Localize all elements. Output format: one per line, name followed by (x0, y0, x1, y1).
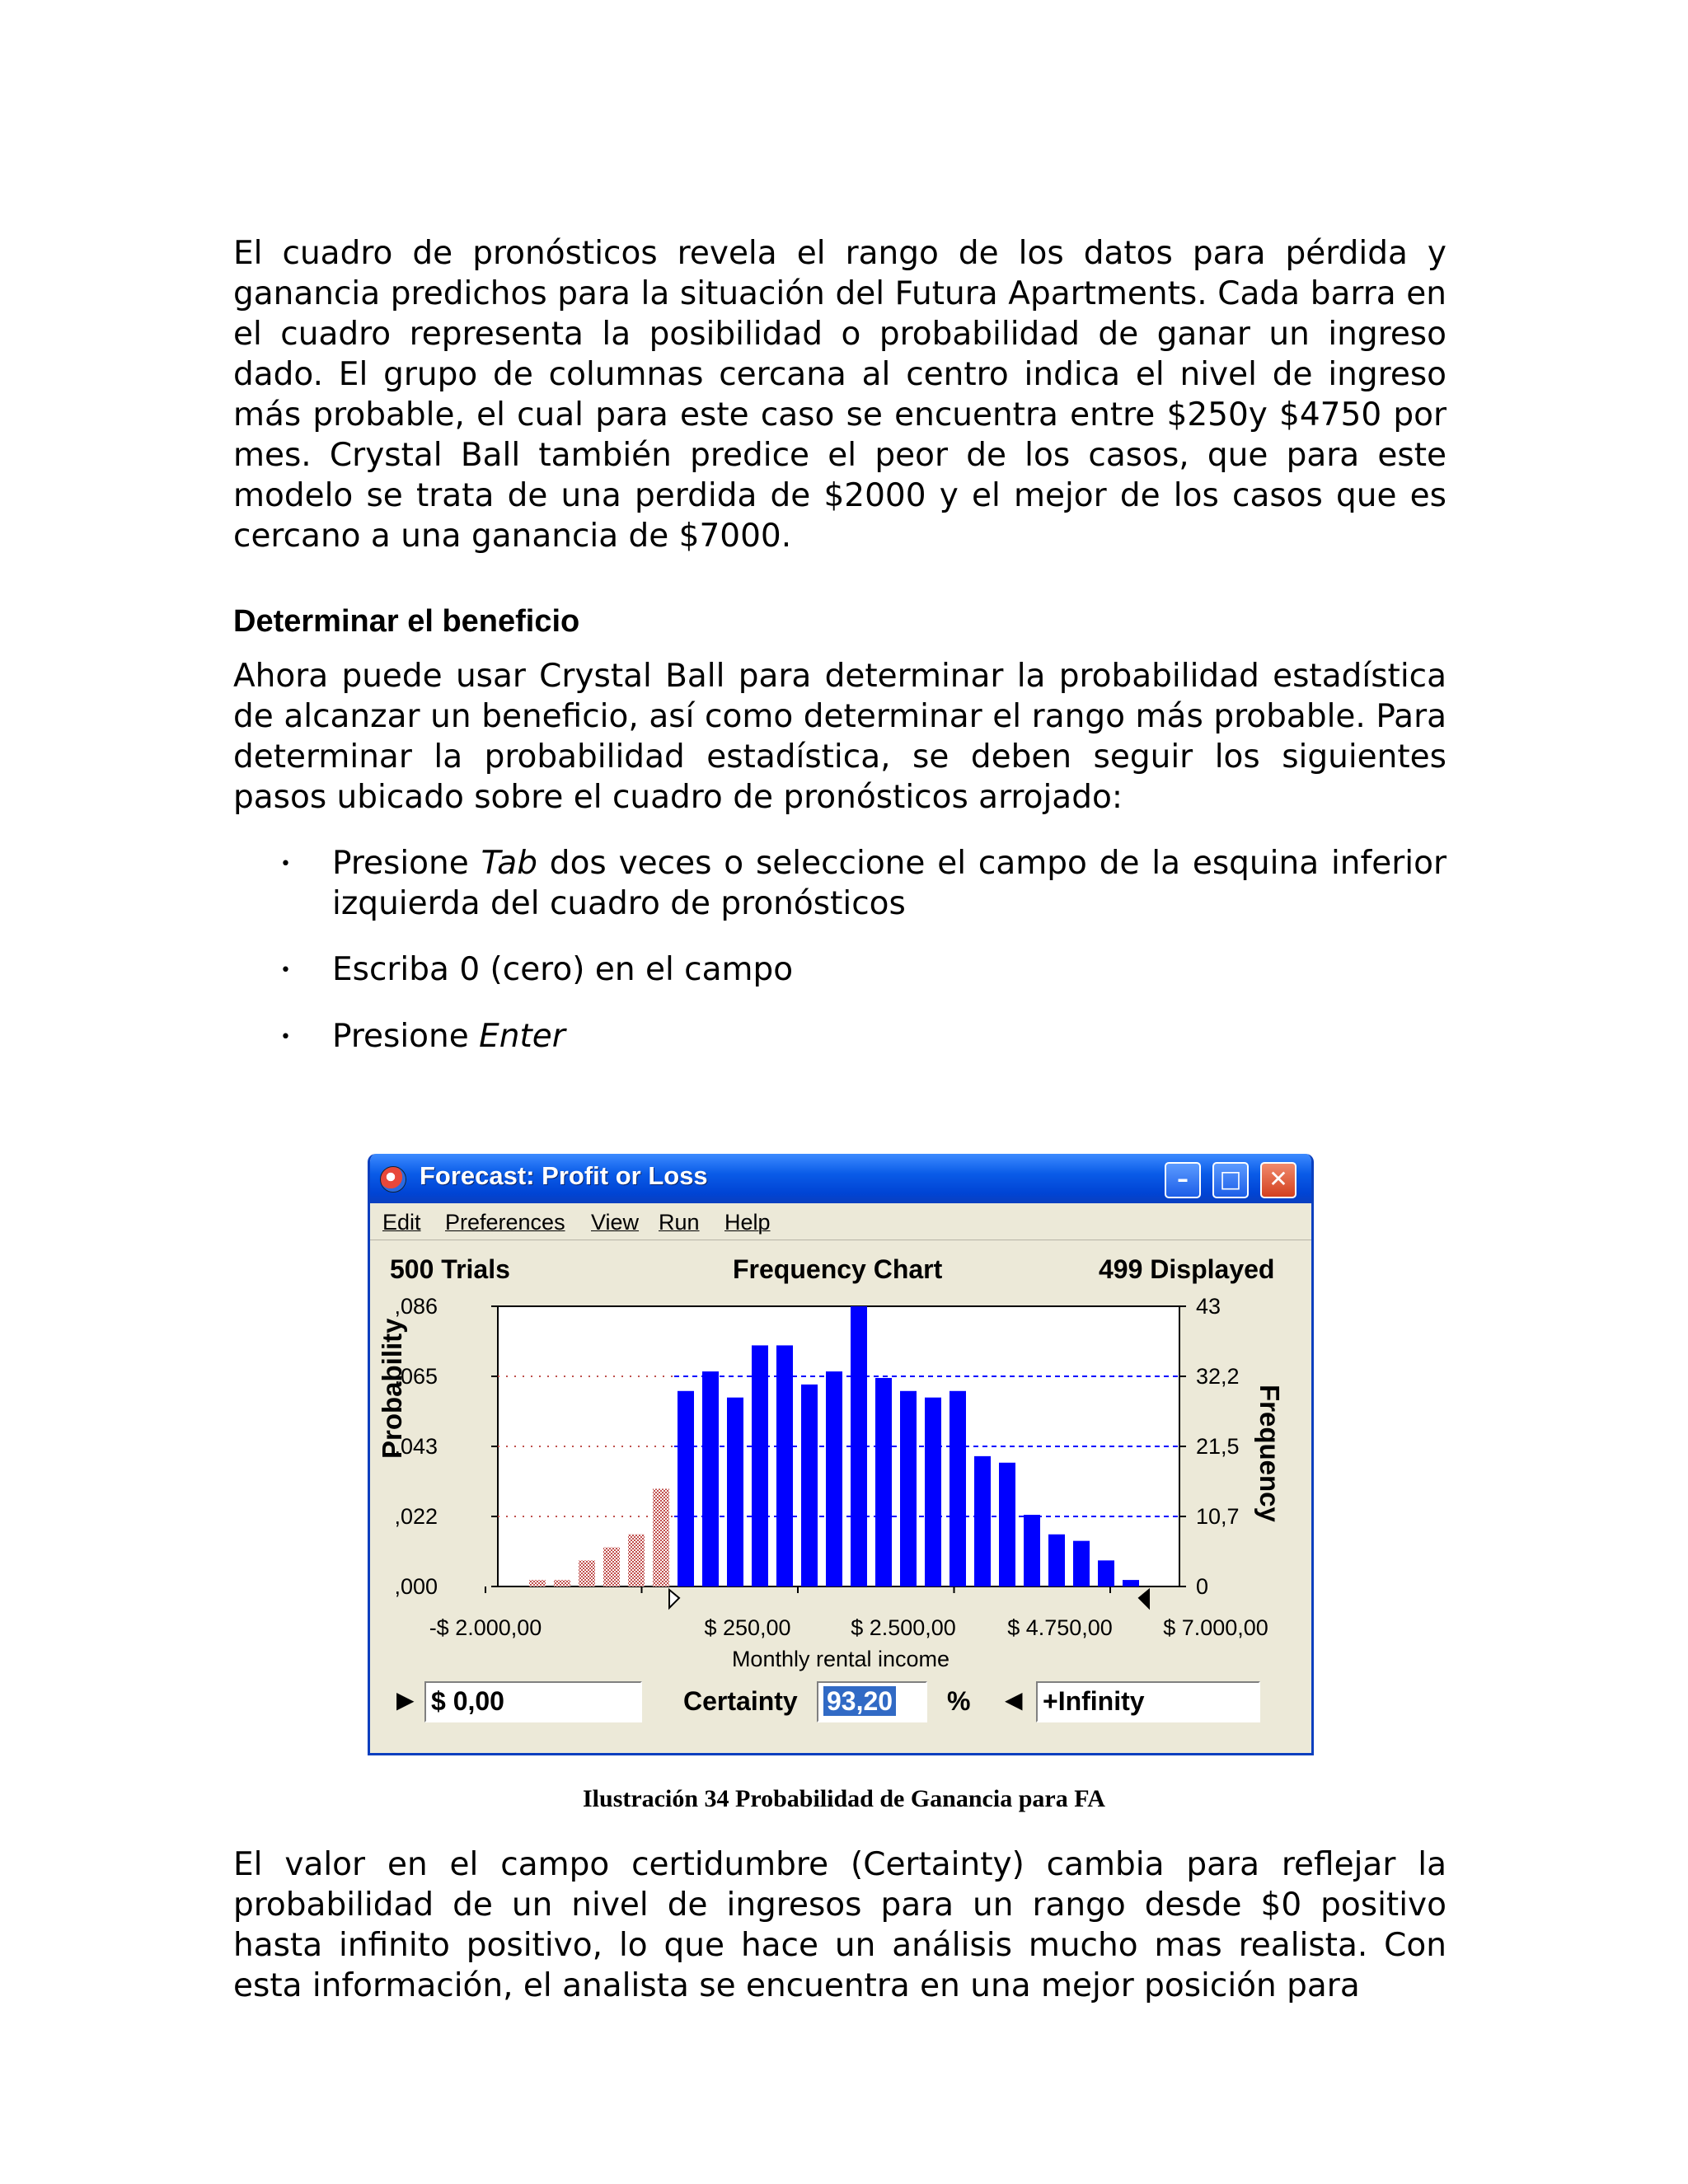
bar-excluded (653, 1488, 669, 1586)
bullet-glyph: • (280, 1027, 291, 1047)
y-tick-left: ,022 (394, 1504, 438, 1529)
menu-edit[interactable]: Edit (382, 1210, 421, 1235)
bar (999, 1463, 1015, 1586)
frequency-axis-label: Frequency (1254, 1385, 1285, 1522)
bar (851, 1306, 867, 1586)
upper-bound-arrow-icon[interactable]: ◀ (1005, 1686, 1023, 1713)
closing-paragraph: El valor en el campo certidumbre (Certainty) cambia para reflejar la probabilidad de un nivel de ingresos para un rango desde $0 positivo hasta infinito positivo, lo que hace un análisis mucho mas realista. Con esta información, el analista se encuentra en una mejor posición para (233, 1846, 1447, 2004)
y-tick-left: ,086 (394, 1294, 438, 1319)
y-tick-left: ,043 (394, 1434, 438, 1459)
maximize-icon: □ (1219, 1165, 1242, 1193)
bar (1048, 1535, 1065, 1586)
bar (702, 1371, 719, 1586)
bullet-item-3: Presione Enter (332, 1018, 565, 1055)
bar (826, 1371, 842, 1586)
intro-paragraph: El cuadro de pronósticos revela el rango de los datos para pérdida y ganancia predichos para la situación del Futura Apartments. Cada barra en el cuadro representa la posibilidad o probabilidad de ganar un ingreso dado. El grupo de columnas cercana al centro indica el nivel de ingreso más probable, el cual para este caso se encuentra entre $250y $4750 por mes. Crystal Ball también predice el peor de los casos, que para este modelo se trata de una perdida de $2000 y el mejor de los casos que es cercano a una ganancia de $7000. (233, 235, 1447, 555)
certainty-field[interactable] (817, 1681, 927, 1722)
bullet-item-1: Presione Tab dos veces o seleccione el campo de la esquina inferior izquierda del cuadro de pronósticos (332, 845, 1447, 922)
bar-excluded (554, 1580, 570, 1586)
bar (925, 1398, 941, 1586)
probability-axis-label: Probability (377, 1318, 407, 1459)
y-tick-left: ,065 (394, 1364, 438, 1389)
bar (974, 1456, 991, 1586)
bar (950, 1391, 966, 1586)
certainty-label: Certainty (683, 1686, 798, 1716)
x-tick: $ 250,00 (704, 1615, 791, 1640)
bar (1098, 1560, 1114, 1586)
bar (801, 1385, 818, 1586)
x-tick: $ 2.500,00 (851, 1615, 956, 1640)
bar-excluded (603, 1548, 620, 1586)
steps-intro-paragraph: Ahora puede usar Crystal Ball para determinar la probabilidad estadística de alcanzar un beneficio, así como determinar el rango más probable. Para determinar la probabilidad estadística, se deben seguir los siguientes pasos ubicado sobre el cuadro de pronósticos arrojado: (233, 658, 1447, 816)
y-tick-right: 0 (1196, 1574, 1209, 1599)
bullet-glyph: • (280, 854, 291, 874)
upper-grabber-icon (1139, 1590, 1149, 1608)
minimize-icon: – (1177, 1165, 1189, 1193)
lower-bound-field[interactable]: $ 0,00 (424, 1681, 642, 1722)
x-tick: $ 4.750,00 (1007, 1615, 1113, 1640)
lower-grabber-icon (669, 1590, 679, 1608)
bar-excluded (579, 1560, 595, 1586)
bar (752, 1345, 768, 1586)
bullet-item-2: Escriba 0 (cero) en el campo (332, 951, 794, 988)
window-title: Forecast: Profit or Loss (420, 1161, 708, 1190)
x-axis-label: Monthly rental income (731, 1647, 950, 1671)
bar (900, 1391, 917, 1586)
bullet-glyph: • (280, 960, 291, 981)
close-icon: ✕ (1268, 1165, 1288, 1193)
bar (1024, 1515, 1040, 1586)
x-tick: -$ 2.000,00 (429, 1615, 542, 1640)
bar-excluded (628, 1535, 645, 1586)
menu-view[interactable]: View (591, 1210, 640, 1235)
certainty-value: 93,20 (823, 1686, 896, 1716)
menu-preferences[interactable]: Preferences (445, 1210, 565, 1235)
bar (1073, 1541, 1090, 1586)
displayed-count: 499 Displayed (1099, 1254, 1275, 1284)
bar (875, 1378, 892, 1586)
y-tick-right: 21,5 (1196, 1434, 1240, 1459)
trials-count: 500 Trials (390, 1254, 510, 1284)
chart-title: Frequency Chart (733, 1254, 943, 1284)
percent-label: % (947, 1686, 971, 1716)
menu-run[interactable]: Run (659, 1210, 700, 1235)
y-tick-right: 43 (1196, 1294, 1221, 1319)
forecast-window (368, 1154, 1314, 1755)
bar-excluded (529, 1580, 546, 1586)
figure-caption: Ilustración 34 Probabilidad de Ganancia para FA (583, 1785, 1105, 1812)
section-heading: Determinar el beneficio (233, 604, 580, 639)
upper-bound-field[interactable]: +Infinity (1036, 1681, 1260, 1722)
bar (727, 1398, 743, 1586)
x-tick: $ 7.000,00 (1163, 1615, 1268, 1640)
y-tick-left: ,000 (394, 1574, 438, 1599)
menu-help[interactable]: Help (724, 1210, 771, 1235)
bar (678, 1391, 694, 1586)
lower-bound-arrow-icon[interactable]: ▶ (396, 1686, 415, 1713)
bar (776, 1345, 793, 1586)
y-tick-right: 32,2 (1196, 1364, 1240, 1389)
bar (1123, 1580, 1139, 1586)
y-tick-right: 10,7 (1196, 1504, 1240, 1529)
